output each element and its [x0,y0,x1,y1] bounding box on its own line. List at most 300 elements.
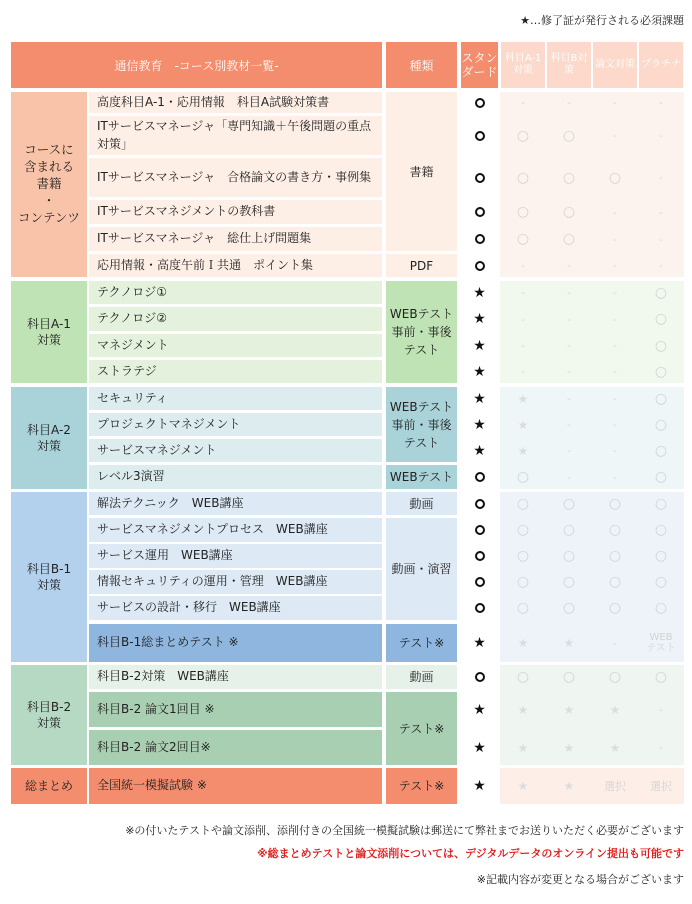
row-b-cell [546,570,592,594]
group-label: 科目A-2 対策 [27,422,71,453]
row-standard-cell [461,116,498,155]
header-title: 通信教育 -コース別教材一覧- [114,58,279,73]
row-title-cell [89,92,382,113]
row-b-value: ★ [563,636,575,650]
row-plat-cell [638,116,684,155]
row-b-cell [546,413,592,436]
row-plat-value: ○ [654,548,668,564]
row-standard-cell [461,665,498,689]
row-b-cell [546,596,592,620]
row-b-value: - [567,444,571,457]
row-essay-cell [592,665,638,689]
row-standard-cell [461,227,498,251]
row-a1-cell [500,439,546,462]
row-essay-cell [592,227,638,251]
type-label: WEBテスト 事前・事後 テスト [389,307,454,357]
row-standard-cell [461,624,498,662]
type-cell [386,465,457,489]
type-label: 動画・演習 [391,562,452,576]
row-b-cell [546,116,592,155]
row-plat-cell [638,518,684,542]
row-a1-cell [500,570,546,594]
row-plat-cell [638,413,684,436]
type-cell [386,281,457,383]
row-plat-value: ○ [654,495,668,512]
row-title-cell [89,116,382,155]
group-label: 総まとめ [24,778,73,793]
required-circle-icon [475,173,485,183]
row-plat-value: ○ [654,311,668,327]
required-star-icon: ★ [473,739,486,756]
row-title-cell [89,254,382,277]
row-a1-value: ★ [517,636,529,650]
row-essay-cell [592,439,638,462]
row-title-cell [89,570,382,594]
row-essay-value: - [613,418,617,431]
required-circle-icon [475,672,485,682]
row-title-cell [89,518,382,542]
row-essay-value: - [613,232,617,246]
row-plat-cell [638,439,684,462]
row-essay-cell [592,200,638,224]
row-standard-cell [461,730,498,765]
row-plat-cell [638,307,684,331]
row-plat-value: ○ [654,574,668,590]
row-b-cell [546,387,592,410]
row-b-cell [546,730,592,765]
row-essay-value: ○ [608,169,622,186]
row-b-value: - [567,365,571,378]
row-title-cell [89,307,382,331]
row-essay-value: ★ [609,702,621,717]
row-title-cell [89,439,382,462]
row-standard-cell [461,465,498,489]
row-standard-cell [461,200,498,224]
row-b-cell [546,692,592,727]
required-circle-icon [475,499,485,509]
row-standard-cell [461,334,498,357]
row-title: ストラテジ [97,363,157,378]
header-type: 種類 [409,58,434,73]
footnote-1: ※の付いたテストや論文添削、添削付きの全国統一模擬試験は郵送にて弊社までお送りいただく必要がございます [125,824,684,837]
row-plat-value: ○ [654,522,668,538]
row-b-value: - [567,312,571,326]
row-plat-value: - [659,232,663,246]
row-title-cell [89,281,382,304]
type-cell [386,518,457,620]
row-essay-cell [592,465,638,489]
row-title-cell [89,624,382,662]
row-plat-value: - [659,703,663,716]
row-essay-cell [592,624,638,662]
row-plat-cell [638,200,684,224]
row-b-value: ○ [562,169,576,186]
row-a1-value: - [521,96,525,109]
row-essay-value: - [613,286,617,299]
row-standard-cell [461,596,498,620]
type-cell [386,665,457,689]
row-essay-cell [592,281,638,304]
required-star-icon: ★ [473,778,486,794]
row-essay-value: - [613,129,617,142]
row-essay-value: - [613,470,617,484]
type-label: 動画 [409,496,434,511]
row-essay-value: ○ [608,574,622,590]
row-a1-cell [500,624,546,662]
row-plat-value: - [659,129,663,142]
row-essay-cell [592,254,638,277]
row-a1-cell [500,387,546,410]
row-b-value: - [567,259,571,272]
footnote-3: ※記載内容が変更となる場合がございます [476,873,684,886]
row-b-value: - [567,96,571,109]
type-label: テスト※ [398,721,445,736]
row-title: 応用情報・高度午前Ｉ共通 ポイント集 [97,257,314,272]
row-a1-cell [500,692,546,727]
row-a1-cell [500,665,546,689]
row-a1-cell [500,518,546,542]
row-a1-cell [500,307,546,331]
row-standard-cell [461,692,498,727]
type-label: WEBテスト 事前・事後 テスト [389,399,454,450]
row-standard-cell [461,254,498,277]
row-plat-cell [638,492,684,515]
required-star-icon: ★ [473,390,486,407]
type-cell [386,768,457,804]
row-a1-cell [500,116,546,155]
row-standard-cell [461,413,498,436]
header-essay-cell [593,42,637,88]
type-label: テスト※ [398,779,445,793]
required-circle-icon [475,261,485,271]
row-a1-value: ★ [517,443,529,458]
required-circle-icon [475,551,485,561]
row-standard-cell [461,492,498,515]
row-b-value: ★ [563,740,575,755]
row-essay-value: ★ [609,740,621,755]
row-a1-cell [500,730,546,765]
row-title-cell [89,413,382,436]
row-a1-cell [500,227,546,251]
row-b-value: - [567,470,571,484]
row-b-cell [546,92,592,113]
group-label-cell [11,387,87,489]
required-star-icon: ★ [473,635,486,651]
row-a1-value: ★ [517,740,529,755]
row-a1-value: - [521,365,525,378]
row-a1-value: ○ [516,548,530,564]
row-title-cell [89,544,382,568]
row-a1-value: - [521,259,525,272]
row-title: テクノロジ① [97,284,168,299]
row-title: 全国統一模擬試験 ※ [97,778,207,793]
row-a1-value: ○ [516,469,530,485]
required-circle-icon [475,603,485,613]
type-label: 動画 [409,670,434,684]
row-title-cell [89,730,382,765]
row-plat-cell [638,730,684,765]
required-star-icon: ★ [473,442,486,459]
row-plat-cell [638,570,684,594]
row-a1-value: ○ [516,231,530,247]
legend-note: ★…修了証が発行される必須課題 [520,14,684,27]
row-b-cell [546,465,592,489]
row-a1-value: ○ [516,669,530,685]
row-essay-value: - [613,392,617,405]
row-b-value: ★ [563,779,575,793]
row-title-cell [89,200,382,224]
row-essay-value: - [613,312,617,326]
row-essay-value: - [613,96,617,109]
row-title-cell [89,665,382,689]
row-essay-value: - [613,205,617,219]
row-plat-cell [638,544,684,568]
row-a1-cell [500,254,546,277]
row-essay-cell [592,768,638,804]
row-b-value: ○ [562,495,576,512]
row-a1-value: ★ [517,417,529,432]
row-title: サービス運用 WEB講座 [97,548,233,563]
row-title: ITサービスマネジメントの教科書 [97,204,276,219]
header-essay: 論文対策 [595,59,635,70]
row-a1-value: - [521,312,525,326]
row-title: 高度科目A-1・応用情報 科目A試験対策書 [97,94,330,109]
row-b-cell [546,281,592,304]
header-platinum-cell [639,42,683,88]
row-title: ITサービスマネージャ 合格論文の書き方・事例集 [97,169,372,184]
type-cell [386,492,457,515]
row-plat-cell [638,360,684,383]
header-a1: 科目A-1対策 [504,53,542,76]
row-title-cell [89,360,382,383]
row-title: サービスの設計・移行 WEB講座 [97,600,281,615]
row-essay-cell [592,92,638,113]
row-a1-cell [500,492,546,515]
row-a1-value: ★ [517,779,529,793]
row-b-value: ★ [563,702,575,717]
row-a1-cell [500,596,546,620]
type-cell [386,387,457,462]
row-essay-cell [592,387,638,410]
row-a1-cell [500,334,546,357]
type-label: テスト※ [398,636,445,650]
row-title: プロジェクトマネジメント [97,416,241,431]
row-plat-cell [638,281,684,304]
row-title: ITサービスマネージャ「専門知識＋午後問題の重点対策」 [97,119,372,151]
type-label: PDF [409,258,434,273]
row-title: 科目B-2 論文1回目 ※ [97,701,215,716]
row-title: セキュリティ [97,390,168,405]
row-plat-value: - [659,205,663,219]
row-b-cell [546,254,592,277]
header-type-cell [386,42,457,88]
row-plat-value: WEB テスト [646,632,676,654]
row-a1-cell [500,158,546,197]
group-label-cell [11,768,87,804]
required-star-icon: ★ [473,416,486,433]
row-title-cell [89,596,382,620]
footnote-2: ※総まとめテストと論文添削については、デジタルデータのオンライン提出も可能です [256,847,684,860]
row-b-value: ○ [562,600,576,616]
row-b-value: ○ [562,231,576,247]
row-essay-cell [592,413,638,436]
group-label: コースに 含まれる 書籍 ・ コンテンツ [18,142,80,225]
row-a1-cell [500,200,546,224]
row-title-cell [89,227,382,251]
row-b-value: ○ [562,522,576,538]
row-plat-cell [638,254,684,277]
row-essay-cell [592,158,638,197]
row-essay-cell [592,730,638,765]
group-label: 科目A-1 対策 [27,316,71,347]
type-label: WEBテスト [389,470,454,484]
required-star-icon: ★ [473,311,486,327]
row-b-cell [546,200,592,224]
row-plat-cell [638,158,684,197]
row-b-value: - [567,286,571,299]
row-standard-cell [461,281,498,304]
header-platinum: プラチナ [641,59,681,70]
row-plat-value: 選択 [650,780,672,793]
required-circle-icon [475,131,485,141]
row-plat-value: ○ [654,337,668,354]
row-essay-value: 選択 [604,780,626,793]
group-label-cell [11,665,87,765]
row-plat-cell [638,334,684,357]
header-b-cell [547,42,591,88]
row-title-cell [89,158,382,197]
row-b-cell [546,360,592,383]
row-essay-cell [592,116,638,155]
header-b: 科目B対策 [550,53,588,76]
row-essay-value: ○ [608,548,622,564]
row-b-value: - [567,339,571,352]
row-a1-cell [500,768,546,804]
required-circle-icon [475,577,485,587]
row-b-cell [546,665,592,689]
row-b-value: - [567,392,571,405]
row-essay-cell [592,544,638,568]
row-b-value: ○ [562,204,576,220]
row-title-cell [89,465,382,489]
row-b-value: ○ [562,669,576,685]
row-a1-value: ○ [516,204,530,220]
header-a1-cell [501,42,545,88]
required-circle-icon [475,207,485,217]
group-label-cell [11,281,87,383]
type-label: 書籍 [409,164,434,179]
row-essay-cell [592,334,638,357]
header-standard-cell [461,42,498,88]
row-title: サービスマネジメントプロセス WEB講座 [97,522,328,537]
row-a1-value: ○ [516,495,530,512]
row-standard-cell [461,92,498,113]
row-essay-value: - [613,636,617,650]
row-essay-value: - [613,259,617,272]
row-title-cell [89,334,382,357]
row-title: 情報セキュリティの運用・管理 WEB講座 [97,574,328,589]
required-circle-icon [475,98,485,108]
row-plat-cell [638,665,684,689]
row-plat-value: ○ [654,442,668,459]
header-title-cell [11,42,382,88]
row-b-cell [546,518,592,542]
row-standard-cell [461,544,498,568]
row-plat-value: ○ [654,416,668,433]
row-plat-value: - [659,741,663,754]
row-title: 科目B-1総まとめテスト ※ [97,635,239,650]
row-plat-cell [638,624,684,662]
row-title-cell [89,492,382,515]
row-a1-cell [500,544,546,568]
row-b-cell [546,492,592,515]
required-circle-icon [475,234,485,244]
row-b-cell [546,227,592,251]
row-standard-cell [461,307,498,331]
header-standard: スタンダード [461,50,498,79]
row-essay-value: ○ [608,495,622,512]
row-plat-value: - [659,259,663,272]
row-plat-value: ○ [654,600,668,616]
row-essay-value: - [613,339,617,352]
row-b-cell [546,307,592,331]
row-a1-value: - [521,286,525,299]
row-plat-cell [638,692,684,727]
group-label: 科目B-2 対策 [26,699,72,730]
row-a1-value: ○ [516,600,530,616]
row-a1-value: - [521,339,525,352]
row-a1-cell [500,281,546,304]
row-title: サービスマネジメント [97,442,217,457]
row-a1-value: ★ [517,391,529,406]
row-title: テクノロジ② [97,311,168,326]
row-essay-value: - [613,365,617,378]
row-plat-cell [638,768,684,804]
required-circle-icon [475,525,485,535]
required-circle-icon [475,472,485,482]
row-b-cell [546,439,592,462]
row-plat-cell [638,465,684,489]
row-b-cell [546,544,592,568]
row-plat-cell [638,92,684,113]
row-essay-cell [592,596,638,620]
row-title-cell [89,768,382,804]
row-a1-value: ○ [516,169,530,186]
row-essay-value: - [613,444,617,457]
row-essay-cell [592,570,638,594]
type-cell [386,624,457,662]
row-title: マネジメント [97,337,169,352]
required-star-icon: ★ [473,284,486,301]
row-a1-cell [500,92,546,113]
row-plat-value: ○ [654,284,668,301]
row-standard-cell [461,768,498,804]
group-label: 科目B-1 対策 [26,561,72,592]
row-title: 科目B-2 論文2回目※ [97,739,211,754]
row-standard-cell [461,439,498,462]
row-plat-value: ○ [654,469,668,485]
type-cell [386,692,457,765]
type-cell [386,254,457,277]
row-title: 科目B-2対策 WEB講座 [97,669,229,684]
group-label-cell [11,92,87,277]
row-b-value: ○ [562,127,576,144]
row-title: 解法テクニック WEB講座 [97,495,244,510]
row-a1-cell [500,413,546,436]
row-a1-value: ○ [516,574,530,590]
row-essay-value: ○ [608,522,622,538]
required-star-icon: ★ [473,701,486,718]
